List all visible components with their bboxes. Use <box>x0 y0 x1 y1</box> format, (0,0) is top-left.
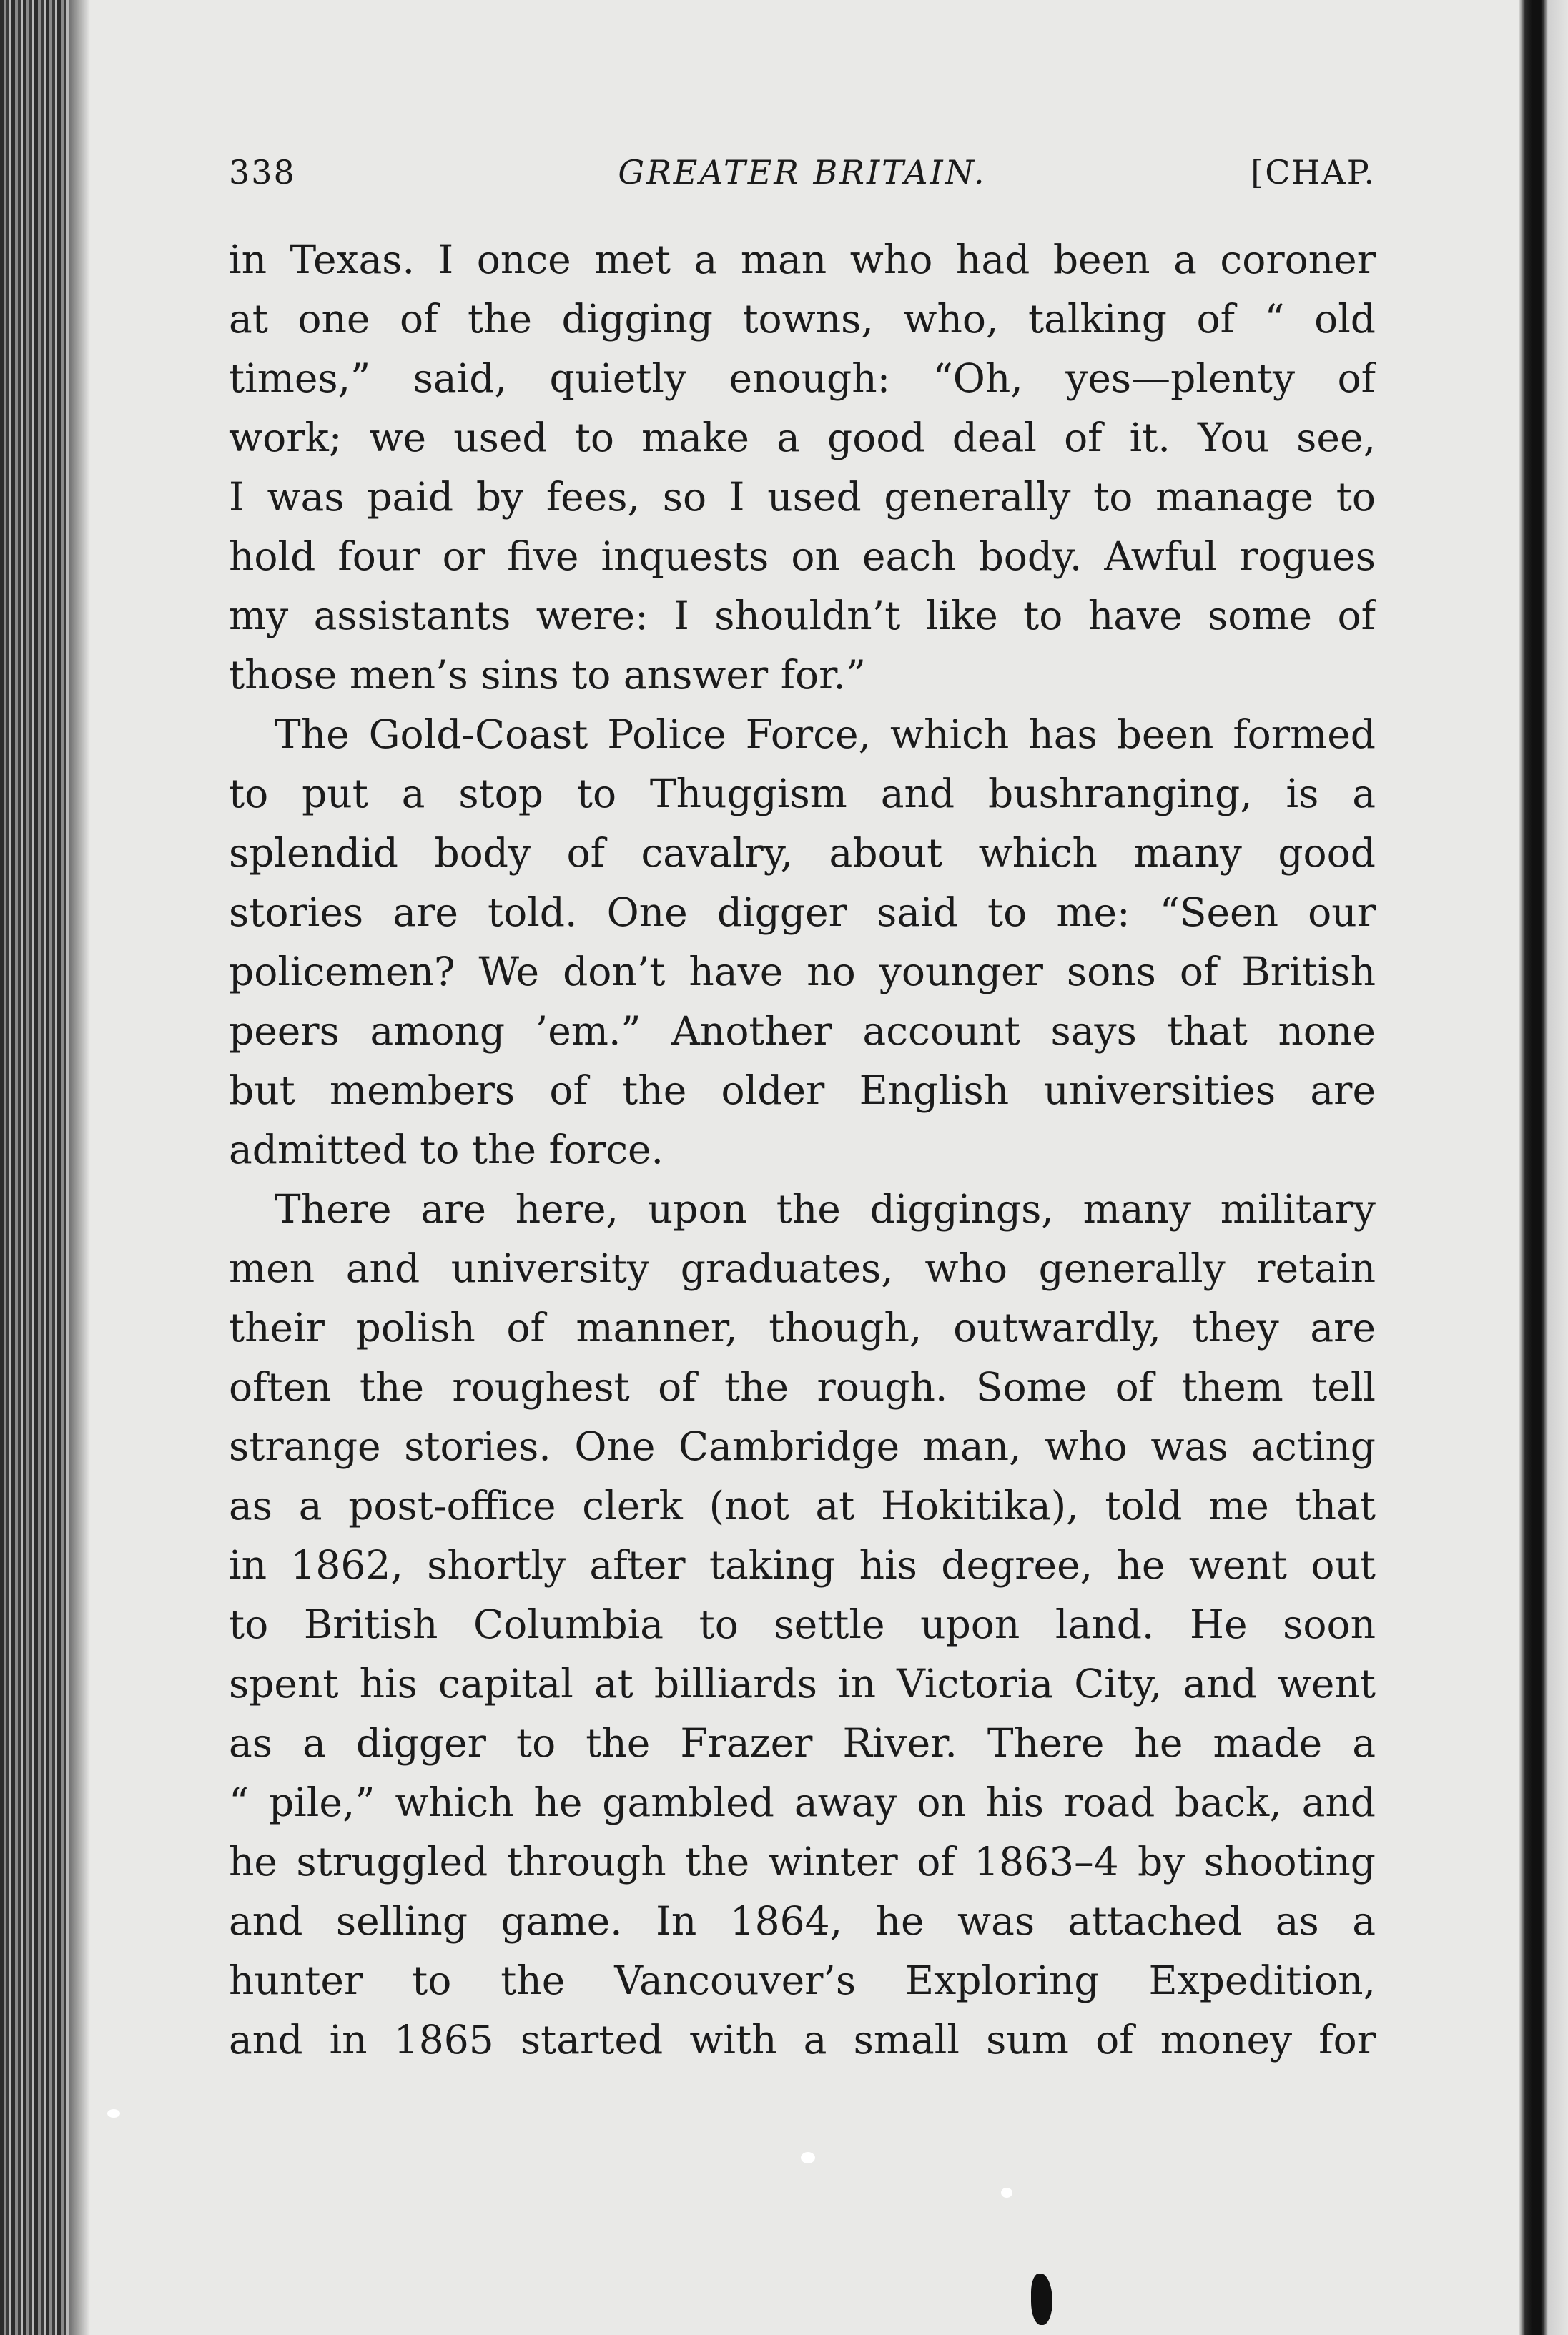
paragraph <box>229 705 1376 1180</box>
text-line: policemen? We don’t have no younger sons of British <box>229 949 1376 994</box>
text-line: he struggled through the winter of 1863–4 by shooting <box>229 1839 1376 1885</box>
text-line: work; we used to make a good deal of it. You see, <box>229 415 1376 460</box>
text-line: to British Columbia to settle upon land. He soon <box>229 1601 1376 1647</box>
text-line: times,” said, quietly enough: “Oh, yes—plenty of <box>229 355 1376 401</box>
text-line: my assistants were: I shouldn’t like to have some of <box>229 593 1376 638</box>
page-binding-edge <box>1519 0 1568 2335</box>
text-line: hold four or five inquests on each body. Awful rogues <box>229 533 1376 579</box>
text-line: strange stories. One Cambridge man, who was acting <box>229 1423 1376 1469</box>
text-line: and selling game. In 1864, he was attached as a <box>229 1898 1376 1944</box>
page-number: 338 <box>229 153 296 192</box>
text-line: those men’s sins to answer for.” <box>229 652 867 698</box>
text-line: admitted to the force. <box>229 1127 664 1173</box>
paragraph <box>229 230 1376 705</box>
text-line: in 1862, shortly after taking his degree, he went out <box>229 1542 1376 1588</box>
chapter-mark: [CHAP. <box>1251 153 1376 192</box>
text-line: their polish of manner, though, outwardly, they are <box>229 1305 1376 1351</box>
text-line: as a digger to the Frazer River. There he made a <box>229 1720 1376 1766</box>
text-line: as a post-office clerk (not at Hokitika), told me that <box>229 1483 1376 1529</box>
running-title: GREATER BRITAIN. <box>618 153 987 192</box>
page-header <box>229 153 1376 196</box>
scan-speck <box>1001 2188 1012 2198</box>
text-line: often the roughest of the rough. Some of them tell <box>229 1364 1376 1410</box>
text-line: in Texas. I once met a man who had been a coroner <box>229 237 1376 282</box>
paragraph <box>229 1180 1376 2070</box>
scan-speck <box>107 2109 120 2118</box>
text-line: I was paid by fees, so I used generally to manage to <box>229 474 1376 520</box>
text-line: and in 1865 started with a small sum of money for <box>229 2017 1376 2063</box>
text-line: but members of the older English universities are <box>229 1067 1376 1113</box>
text-line: peers among ’em.” Another account says that none <box>229 1008 1376 1054</box>
text-line: to put a stop to Thuggism and bushranging, is a <box>229 771 1376 816</box>
body-text <box>229 230 1376 2070</box>
text-line: “ pile,” which he gambled away on his road back, and <box>229 1779 1376 1825</box>
book-gutter <box>0 0 74 2335</box>
text-line: men and university graduates, who generally retain <box>229 1245 1376 1291</box>
text-line: hunter to the Vancouver’s Exploring Expedition, <box>229 1958 1376 2003</box>
gutter-shadow <box>69 0 90 2335</box>
text-line: The Gold-Coast Police Force, which has been formed <box>275 711 1376 757</box>
text-line: at one of the digging towns, who, talking of “ old <box>229 296 1376 342</box>
scan-speck <box>801 2152 815 2163</box>
text-line: stories are told. One digger said to me: “Seen our <box>229 889 1376 935</box>
text-line: spent his capital at billiards in Victoria City, and went <box>229 1661 1376 1707</box>
text-line: There are here, upon the diggings, many military <box>275 1186 1376 1232</box>
text-line: splendid body of cavalry, about which many good <box>229 830 1376 876</box>
